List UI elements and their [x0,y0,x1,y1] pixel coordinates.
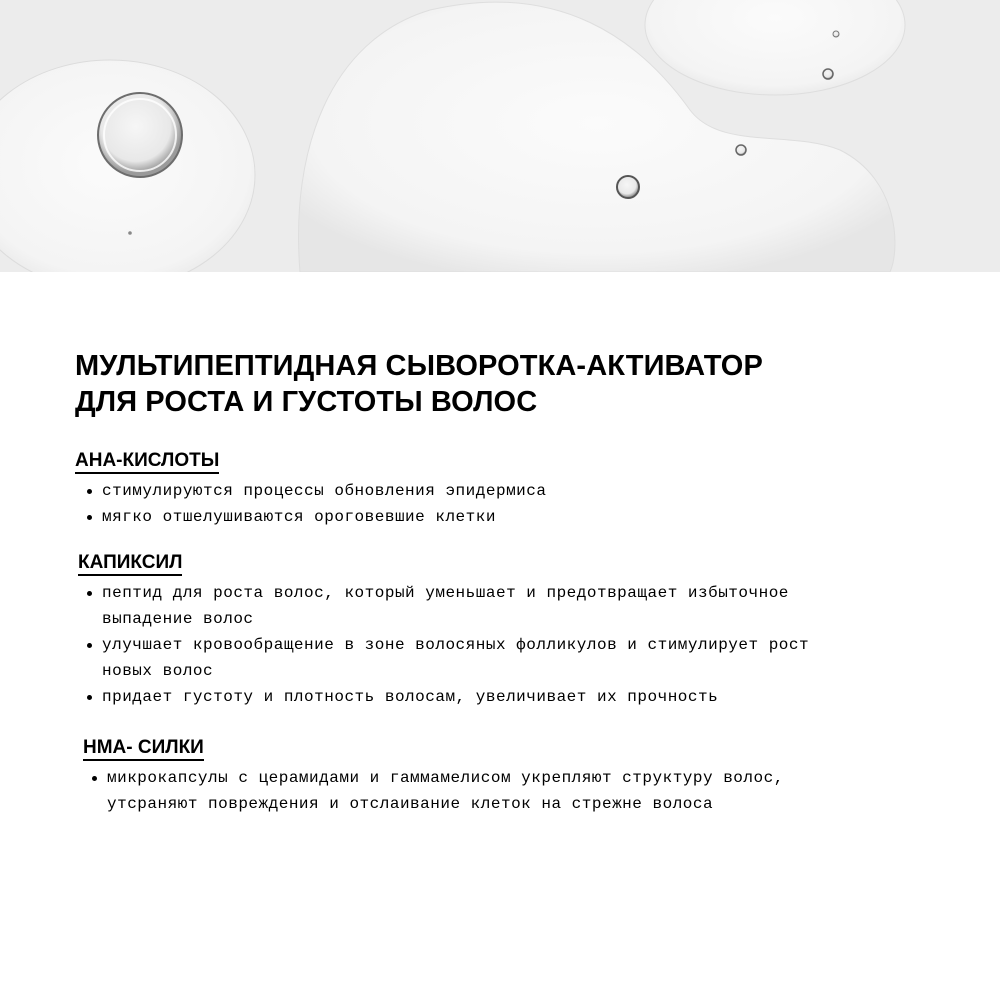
bullet-icon [87,695,92,700]
list-item-text: пептид для роста волос, который уменьшает и предотвращает избыточное выпадение волос [102,584,789,628]
product-title [75,348,955,420]
section-hma-silky [83,737,784,817]
bullet-icon [92,776,97,781]
title-line-2: ДЛЯ РОСТА И ГУСТОТЫ ВОЛОС [75,386,538,418]
list-item-text: улучшает кровообращение в зоне волосяных фолликулов и стимулирует рост новых волос [102,636,810,680]
bullet-icon [87,515,92,520]
list-item-text: стимулируются процессы обновления эпидермиса [102,482,547,500]
title-line-1: МУЛЬТИПЕПТИДНАЯ СЫВОРОТКА-АКТИВАТОР [75,350,763,382]
list-item-text: микрокапсулы с церамидами и гаммамелисом укрепляют структуру волос, утсраняют повреждения и отслаивание клеток на стрежне волоса [107,769,784,813]
list-item [75,684,809,710]
section-capixyl [78,552,809,710]
list-item [75,632,809,684]
bullet-icon [87,591,92,596]
list-item [75,580,809,632]
section-heading: HMA- СИЛКИ [83,737,204,761]
bullet-icon [87,489,92,494]
section-heading: AHA-КИСЛОТЫ [75,450,219,474]
section-aha-acids [75,450,546,530]
water-drops-illustration [0,0,1000,272]
bullet-list [75,478,546,530]
section-heading: КАПИКСИЛ [78,552,182,576]
product-description [75,348,955,813]
list-item [75,504,546,530]
list-item-text: придает густоту и плотность волосам, увеличивает их прочность [102,688,719,706]
list-item [80,765,784,817]
list-item [75,478,546,504]
hero-image-water-drops [0,0,1000,272]
bullet-list [75,580,809,710]
bullet-list [80,765,784,817]
list-item-text: мягко отшелушиваются ороговевшие клетки [102,508,496,526]
bullet-icon [87,643,92,648]
